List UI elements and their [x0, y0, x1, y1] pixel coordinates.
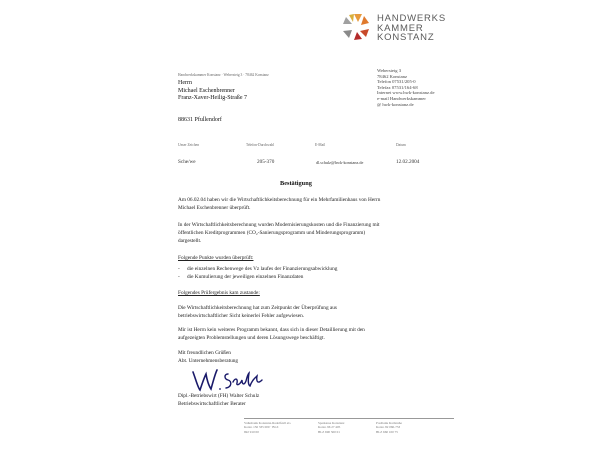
- ref-header-sign: Unser Zeichen: [178, 143, 200, 147]
- contact-email: e-mail Handwerkskammer: [377, 95, 426, 101]
- logo-line-1: HANDWERKS: [377, 13, 446, 24]
- points-list-item: - die Kumulierung der jeweiligen einzelnen Finanzdaten: [178, 273, 304, 280]
- footer-line: BLZ 690 500 01: [318, 429, 340, 434]
- footer-line: Sparkasse Konstanz: [318, 421, 345, 425]
- recipient-address: [178, 80, 247, 103]
- points-list-item-text: die Kumulierung der jeweiligen einzelnen Finanzdaten: [187, 273, 304, 280]
- footer-line: Volksbank Konstanz-Radolfzell eG: [244, 421, 291, 425]
- recipient-city: 88631 Pfullendorf: [178, 117, 222, 123]
- recipient-name: Michael Eschenbrenner: [178, 87, 235, 94]
- footer-divider: [244, 418, 454, 419]
- logo-line-3: KONSTANZ: [377, 32, 435, 43]
- handwritten-signature: [190, 366, 270, 394]
- ref-header-email: E-Mail: [315, 143, 326, 147]
- paragraph-2: [178, 222, 380, 245]
- chamber-name-logo: [377, 14, 446, 43]
- paragraph-2-line: In der Wirtschaftlichkeitsberechnung wurden Modernisierungskosten und die Finanzierung mit: [178, 222, 380, 228]
- paragraph-2-line: öffentlichen Kreditprogrammen (CO₂-Sanierungsprogramm und Minderungsprogramm): [178, 229, 366, 236]
- signer-block: [178, 393, 259, 409]
- recipient-salutation: Herrn: [178, 80, 192, 86]
- points-list-item-text: die einzelnen Rechenwege des Vz laufes der Finanzierungsabwicklung: [187, 266, 338, 272]
- paragraph-3-line: betriebswirtschaftlicher Sicht keinerlei Fehler aufgewiesen.: [178, 312, 305, 319]
- ref-header-date: Datum: [396, 143, 406, 147]
- footer-line: Konto 82 060-753: [376, 425, 401, 430]
- footer-line: Postbank Karlsruhe: [376, 421, 402, 425]
- paragraph-1-line: Am 06.02.04 haben wir die Wirtschaftlichkeitsberechnung für ein Mehrfamilienhaus von Herrn: [178, 197, 381, 203]
- signer-name: Dipl.-Betriebswirt (FH) Walter Schulz: [178, 393, 260, 399]
- logo-line-2: KAMMER: [377, 22, 424, 34]
- contact-internet: Internet www.hwk-konstanz.de: [377, 90, 435, 96]
- paragraph-4-line: Mir ist Herrn kein weiteres Programm bekannt, dass sich in dieser Detaillierung mit den: [178, 327, 365, 333]
- footer-line: Konto 156 335 000 · BLZ: [244, 425, 279, 430]
- paragraph-4-line: aufgezeigten Problemstellungen und deren Lösungswege beschäftigt.: [178, 334, 325, 341]
- paragraph-4: [178, 327, 365, 343]
- result-heading: Folgendes Prüfergebnis kam zustande:: [178, 290, 260, 296]
- closing-department: Abt. Unternehmensberatung: [178, 357, 239, 364]
- sender-return-line: Handwerkskammer Konstanz · Webersteig 3 · 78462 Konstanz: [178, 73, 269, 77]
- footer-line: BLZ 660 100 75: [376, 429, 398, 434]
- closing: [178, 350, 238, 366]
- ref-header-phone: Telefon-Durchwahl: [246, 143, 275, 147]
- points-list: [178, 266, 337, 282]
- paragraph-3: [178, 305, 337, 321]
- ref-value-sign: Sche/we: [178, 159, 196, 165]
- closing-greeting: Mit freundlichen Grüßen: [178, 350, 231, 356]
- ref-value-phone: 205-370: [257, 159, 275, 165]
- contact-city: 78462 Konstanz: [377, 73, 407, 79]
- footer-bank-1: [244, 421, 291, 434]
- contact-telefon: Telefon 07531/205-0: [377, 79, 416, 85]
- signer-title: Betriebswirtschaftlicher Berater: [178, 400, 246, 407]
- points-list-item: - die einzelnen Rechenwege des Vz laufes der Finanzierungsabwicklung: [178, 266, 338, 272]
- footer-bank-2: [318, 421, 344, 434]
- footer-bank-3: [376, 421, 402, 434]
- contact-email-2: @ hwk-konstanz.de: [377, 101, 414, 107]
- paragraph-1-line: Michael Eschenbrenner überprüft.: [178, 204, 251, 211]
- ref-value-email: dl.schulz@hwk-konstanz.de: [316, 160, 364, 165]
- footer-line: Konto 96 27 405: [318, 425, 341, 430]
- points-heading: Folgende Punkte wurden überprüft:: [178, 255, 254, 261]
- chamber-logo-icon: [341, 12, 371, 42]
- contact-block: [377, 68, 435, 107]
- contact-telefax: Telefax 07531/164-68: [377, 84, 418, 90]
- letter-title: Bestätigung: [280, 180, 312, 187]
- ref-value-date: 12.02.2004: [396, 159, 420, 165]
- paragraph-3-line: Die Wirtschaftlichkeitsberechnung hat zum Zeitpunkt der Überprüfung aus: [178, 305, 337, 311]
- footer-line: 692 910 00: [244, 429, 259, 434]
- recipient-street: Franz-Xaver-Heilig-Straße 7: [178, 95, 248, 101]
- paragraph-2-line: dargestellt.: [178, 237, 202, 244]
- paragraph-1: [178, 197, 380, 213]
- contact-street: Webersteig 3: [377, 68, 401, 73]
